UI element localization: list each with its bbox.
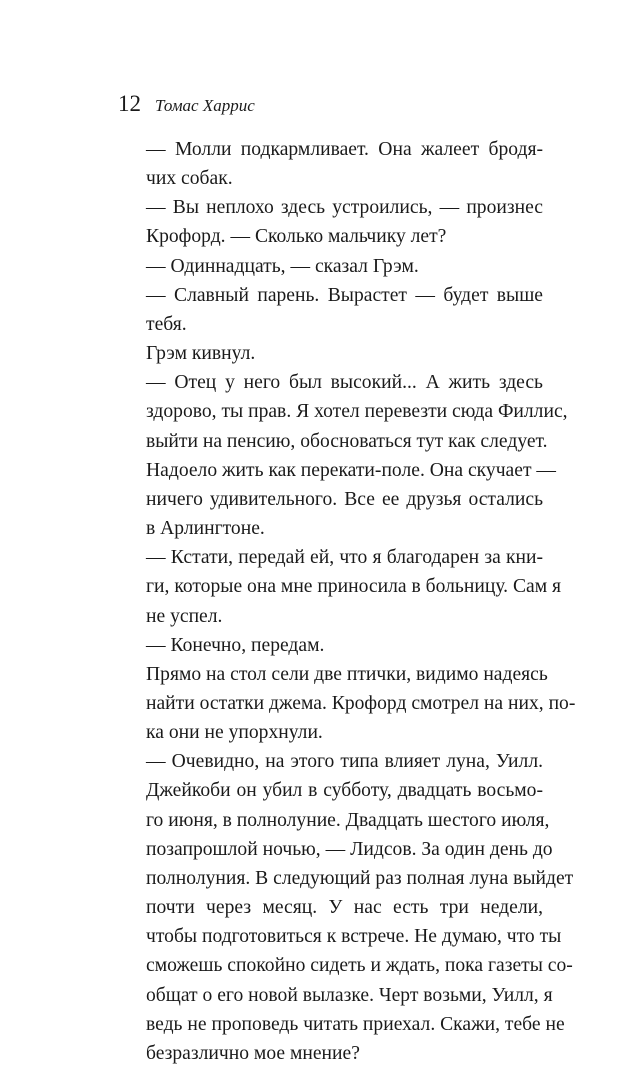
text-line: — Отец у него был высокий... А жить здесь bbox=[146, 372, 543, 394]
text-line: тебя. bbox=[146, 313, 187, 335]
text-line: выйти на пенсию, обосноваться тут как следует. bbox=[146, 430, 548, 452]
text-line: Прямо на стол сели две птички, видимо надеясь bbox=[146, 663, 548, 685]
paragraph bbox=[117, 135, 543, 193]
text-line: чтобы подготовиться к встрече. Не думаю, что ты bbox=[146, 926, 562, 948]
text-line: — Очевидно, на этого типа влияет луна, Уилл. bbox=[146, 751, 543, 773]
text-line: — Кстати, передай ей, что я благодарен за кни- bbox=[146, 547, 543, 569]
paragraph bbox=[117, 368, 568, 543]
text-line: чих собак. bbox=[146, 168, 233, 190]
text-line: ведь не проповедь читать приехал. Скажи, тебе не bbox=[146, 1013, 565, 1035]
text-line: го июня, в полнолуние. Двадцать шестого июля, bbox=[146, 809, 550, 831]
paragraph bbox=[117, 747, 574, 1068]
paragraph bbox=[117, 252, 543, 281]
text-line: ги, которые она мне приносила в больницу. Сам я bbox=[146, 576, 562, 598]
paragraph bbox=[117, 543, 562, 630]
text-line: — Одиннадцать, — сказал Грэм. bbox=[146, 255, 419, 277]
text-line: Крофорд. — Сколько мальчику лет? bbox=[146, 226, 447, 248]
page-number: 12 bbox=[118, 91, 141, 116]
text-line: ничего удивительного. Все ее друзья остались bbox=[146, 488, 543, 510]
text-line: ка они не упорхнули. bbox=[146, 722, 323, 744]
paragraph bbox=[117, 660, 576, 747]
body-text bbox=[117, 135, 576, 1068]
text-line: Грэм кивнул. bbox=[146, 343, 256, 365]
text-line: найти остатки джема. Крофорд смотрел на них, по- bbox=[146, 692, 576, 714]
text-line: здорово, ты прав. Я хотел перевезти сюда Филлис, bbox=[146, 401, 568, 423]
text-line: почти через месяц. У нас есть три недели, bbox=[146, 897, 543, 919]
paragraph bbox=[117, 281, 543, 339]
text-line: — Славный парень. Вырастет — будет выше bbox=[146, 284, 543, 306]
text-line: — Молли подкармливает. Она жалеет бродя- bbox=[146, 139, 543, 160]
text-line: позапрошлой ночью, — Лидсов. За один день до bbox=[146, 838, 553, 860]
text-line: не успел. bbox=[146, 605, 223, 627]
paragraph bbox=[117, 339, 543, 368]
text-line: общат о его новой вылазке. Черт возьми, Уилл, я bbox=[146, 984, 553, 1006]
text-line: Джейкоби он убил в субботу, двадцать восьмо- bbox=[146, 780, 543, 802]
paragraph bbox=[117, 193, 543, 251]
text-line: в Арлингтоне. bbox=[146, 518, 265, 540]
text-line: Надоело жить как перекати-поле. Она скучает — bbox=[146, 459, 557, 481]
text-line: — Конечно, передам. bbox=[146, 634, 325, 656]
text-line: — Вы неплохо здесь устроились, — произнес bbox=[146, 197, 543, 219]
running-header bbox=[118, 91, 255, 121]
text-line: безразлично мое мнение? bbox=[146, 1042, 360, 1064]
text-line: сможешь спокойно сидеть и ждать, пока газеты со- bbox=[146, 955, 573, 977]
author-name: Томас Харрис bbox=[155, 96, 255, 115]
text-line: полнолуния. В следующий раз полная луна выйдет bbox=[146, 867, 574, 889]
paragraph bbox=[117, 631, 543, 660]
